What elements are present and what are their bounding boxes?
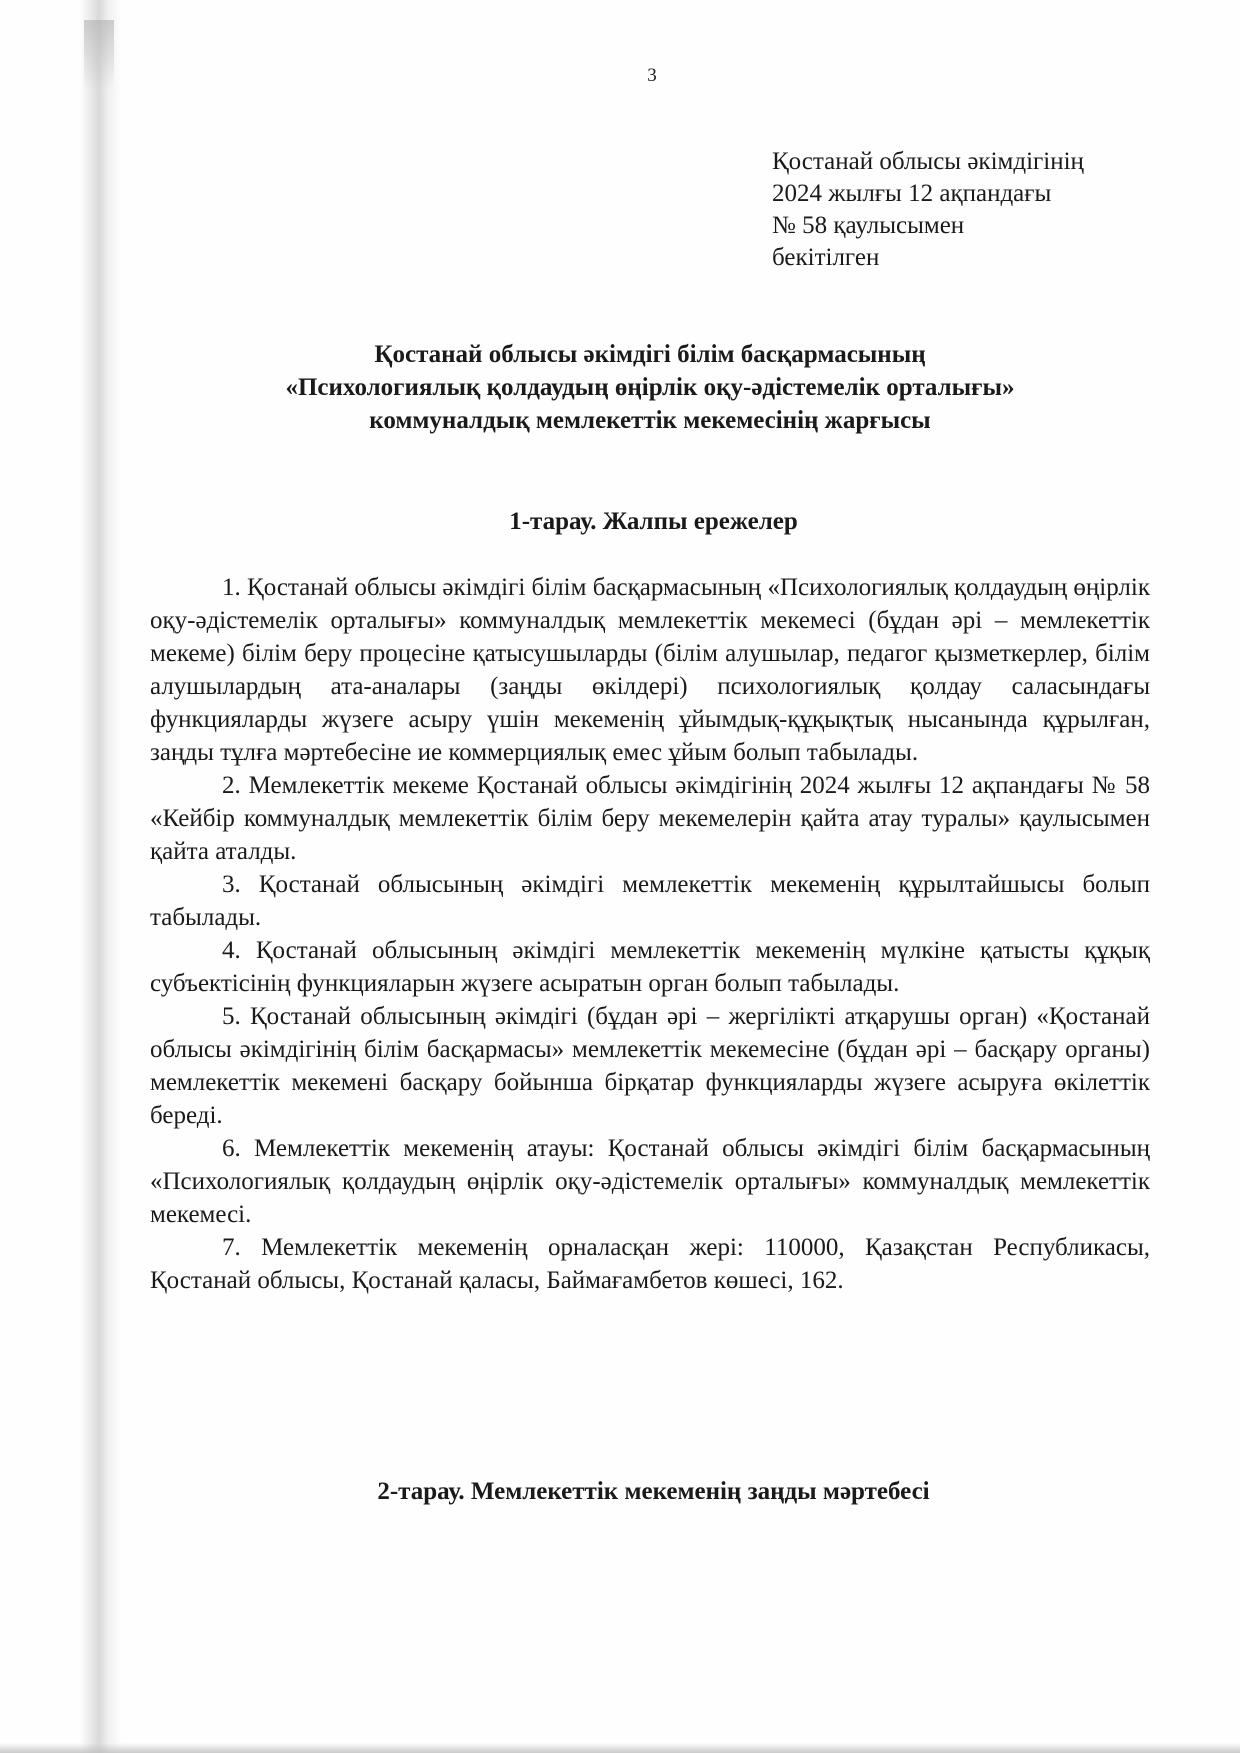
section-heading-2: 2-тарау. Мемлекеттік мекеменің заңды мәртебесі [377,1478,930,1505]
approval-line: № 58 қаулысымен [772,212,965,239]
scan-binding-shadow [80,0,122,1753]
title-line: Қостанай облысы әкімдігі білім басқармасының [374,341,926,368]
paragraph-4: 4. Қостанай облысының әкімдігі мемлекеттік мекеменің мүлкіне қатысты құқық субъектісінің функцияларын жүзеге асыратын орган болып табылады. [150,937,1150,997]
scan-bottom-edge [0,1743,1240,1753]
section-1-body [150,571,1150,1297]
paragraph-1: 1. Қостанай облысы әкімдігі білім басқармасының «Психологиялық қолдаудың өңірлік оқу-әдістемелік орталығы» коммуналдық мемлекеттік мекемесі (бұдан әрі – мемлекеттік мекеме) білім беру процесіне қатысушыларды (білім алушылар, педагог қызметкерлер, білім алушылардың ата-аналары (заңды өкілдері) психологиялық қолдау саласындағы функцияларды жүзеге асыру үшін мекеменің ұйымдық-құқықтық нысанында құрылған, заңды тұлға мәртебесіне ие коммерциялық емес ұйым болып табылады. [150,574,1150,766]
section-heading-1: 1-тарау. Жалпы ережелер [509,508,798,535]
document-title [150,338,1150,437]
paragraph-3: 3. Қостанай облысының әкімдігі мемлекеттік мекеменің құрылтайшысы болып табылады. [150,871,1150,931]
scan-binding-shadow-top [84,20,114,90]
paragraph-7: 7. Мемлекеттік мекеменің орналасқан жері: 110000, Қазақстан Республикасы, Қостанай облысы, Қостанай қаласы, Баймағамбетов көшесі, 162. [150,1234,1150,1294]
title-line: «Психологиялық қолдаудың өңірлік оқу-әдістемелік орталығы» [285,374,1015,401]
approval-stamp [772,146,1084,274]
approval-line: 2024 жылғы 12 ақпандағы [772,180,1052,207]
approval-line: бекітілген [772,244,880,271]
paragraph-5: 5. Қостанай облысының әкімдігі (бұдан әрі – жергілікті атқарушы орган) «Қостанай облысы әкімдігінің білім басқармасы» мемлекеттік мекемесіне (бұдан әрі – басқару органы) мемлекеттік мекемені басқару бойынша бірқатар функцияларды жүзеге асыруға өкілеттік береді. [150,1003,1150,1129]
title-line: коммуналдық мемлекеттік мекемесінің жарғысы [369,407,931,434]
page-number: 3 [647,65,657,86]
paragraph-2: 2. Мемлекеттік мекеме Қостанай облысы әкімдігінің 2024 жылғы 12 ақпандағы № 58 «Кейбір коммуналдық мемлекеттік білім беру мекемелерін қайта атау туралы» қаулысымен қайта аталды. [150,772,1150,865]
paragraph-6: 6. Мемлекеттік мекеменің атауы: Қостанай облысы әкімдігі білім басқармасының «Психологиялық қолдаудың өңірлік оқу-әдістемелік орталығы» коммуналдық мемлекеттік мекемесі. [150,1135,1150,1228]
approval-line: Қостанай облысы әкімдігінің [772,148,1084,175]
